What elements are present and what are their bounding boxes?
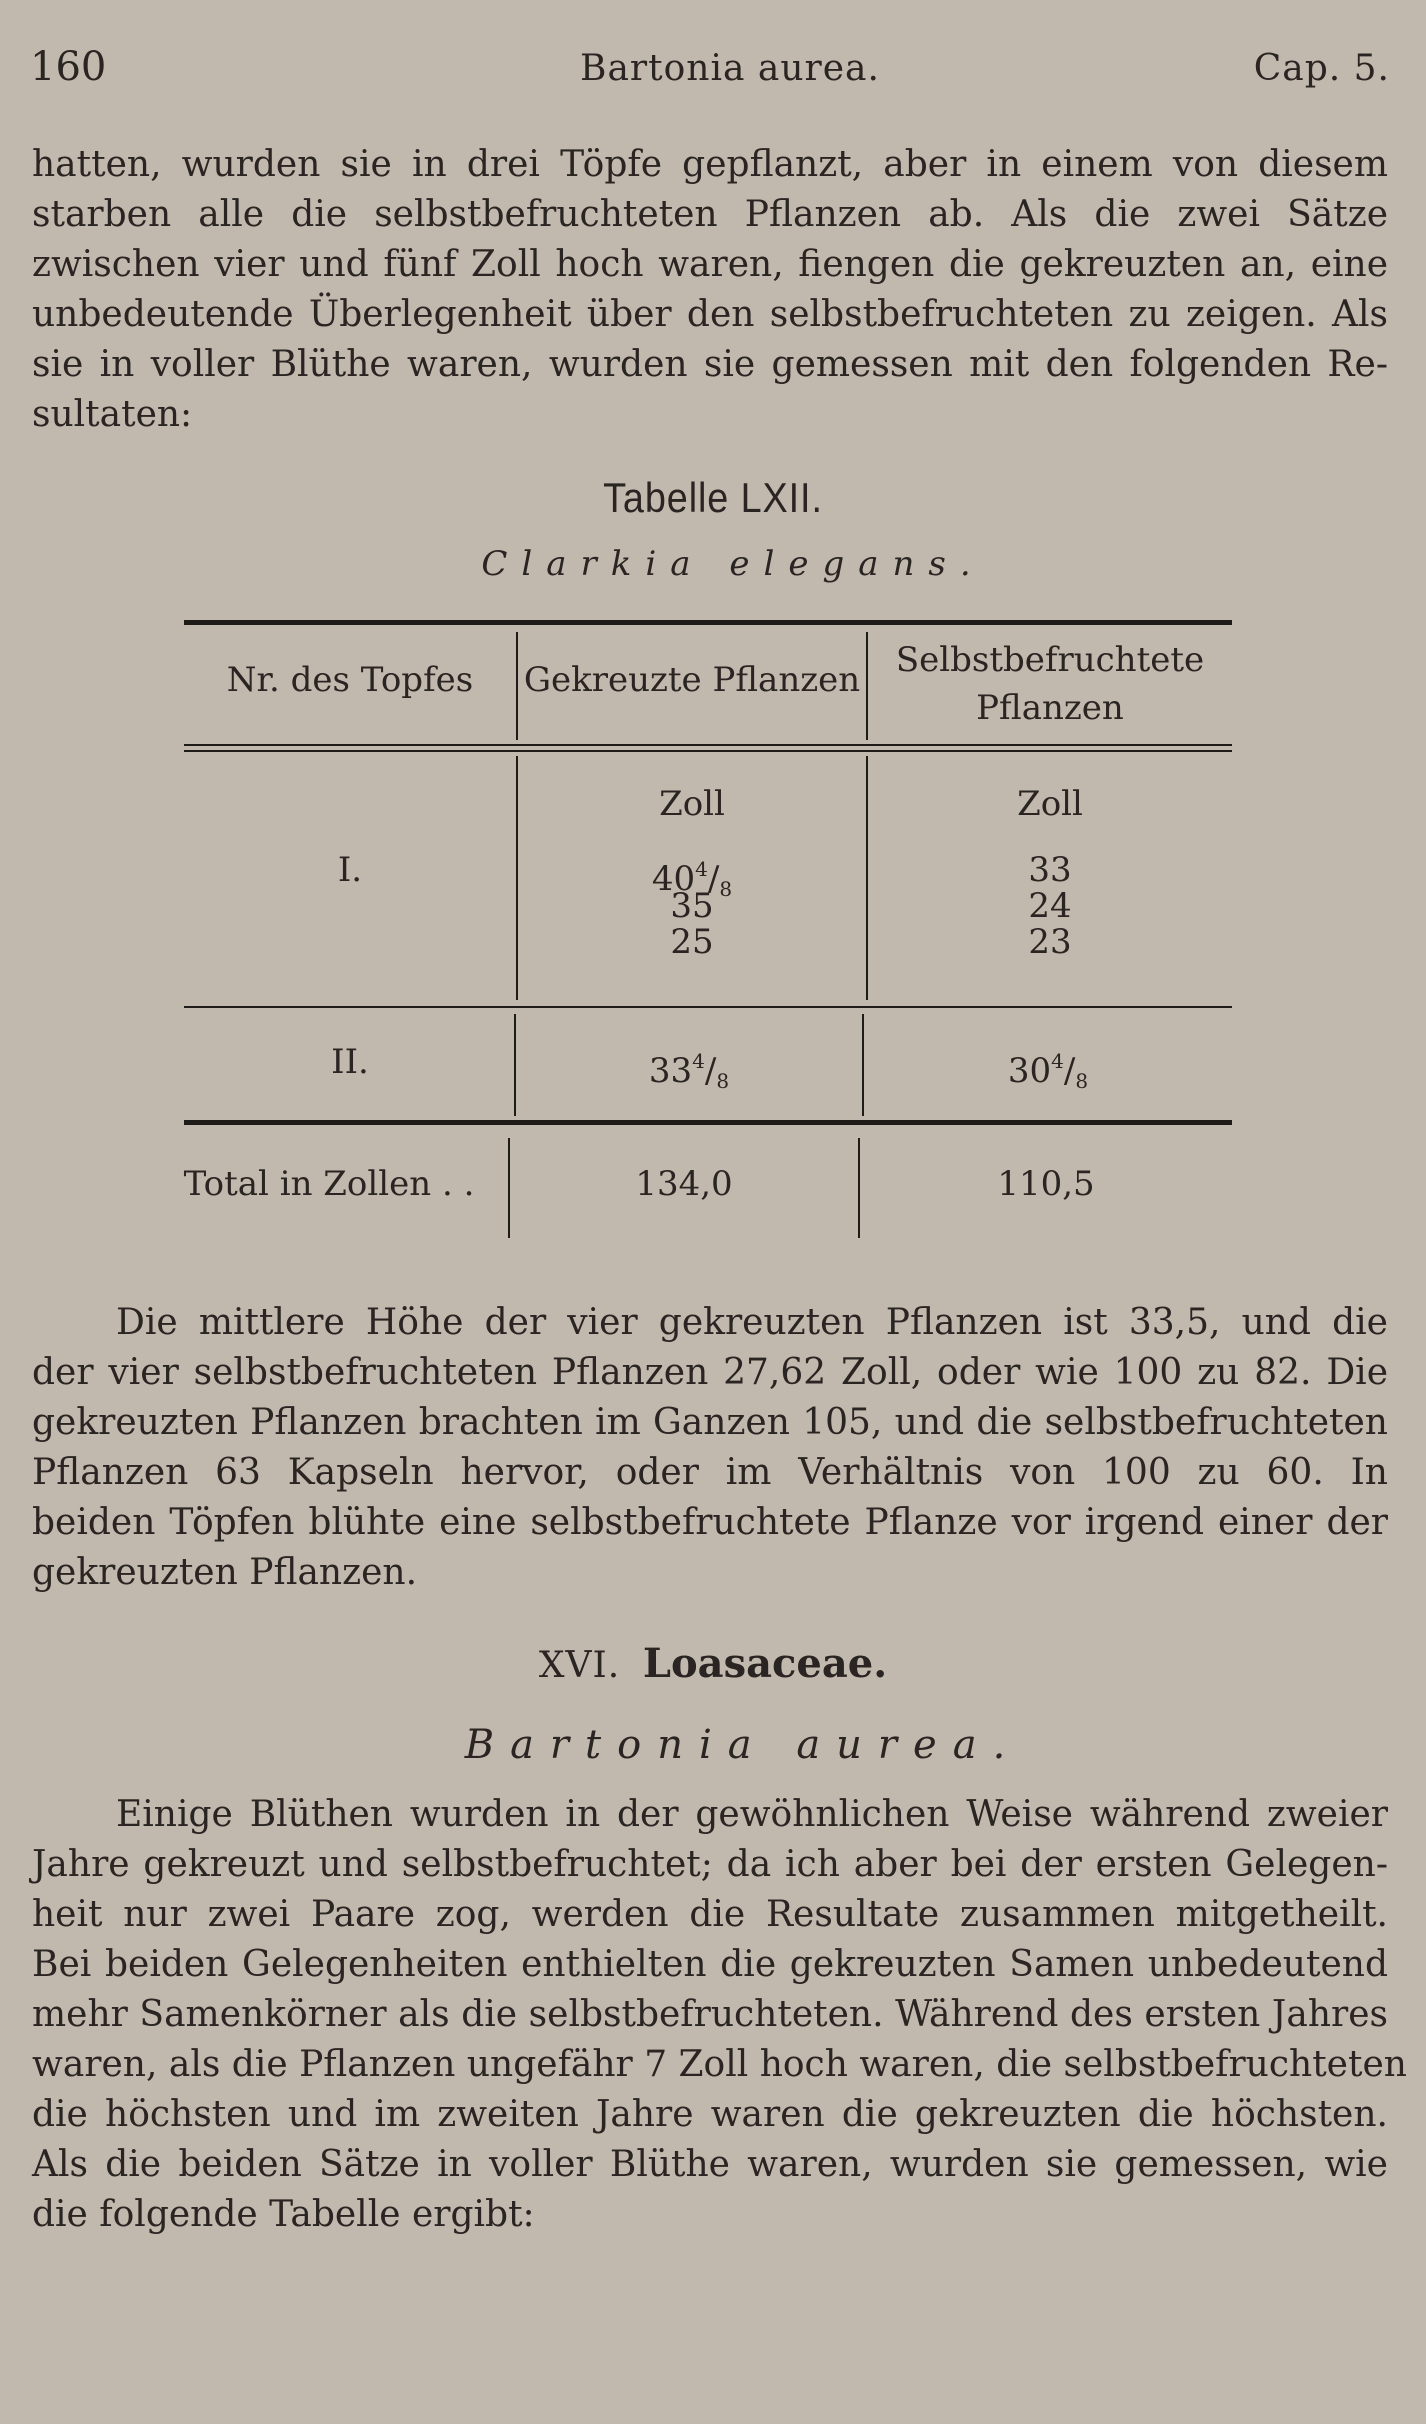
self-value: 23 — [1028, 922, 1072, 962]
value-whole: 33 — [648, 1051, 693, 1091]
crossed-value: $40^4/_8$ — [651, 857, 733, 901]
text-line: unbedeutende Überlegenheit über den selbstbefruchteten zu zeigen. Als — [32, 294, 1388, 335]
section-family: Loasaceae. — [642, 1640, 888, 1687]
total-rule — [184, 1120, 1232, 1125]
text-line: Pflanzen 63 Kapseln hervor, oder im Verhältnis von 100 zu 60. In — [32, 1452, 1388, 1493]
text-line: gekreuzten Pflanzen brachten im Ganzen 105, und die selbstbefruchteten — [32, 1402, 1388, 1443]
final-paragraph — [32, 1790, 1407, 2240]
running-title: Bartonia aurea. — [580, 48, 880, 89]
total-label: Total in Zollen . . — [183, 1164, 475, 1204]
running-head — [30, 44, 1390, 104]
table-species: Clarkia elegans. — [481, 544, 985, 584]
column-header-pot: Nr. des Topfes — [226, 660, 474, 700]
crossed-value: $33^4/_8$ — [648, 1049, 730, 1093]
crossed-value: 25 — [670, 922, 714, 962]
value-denominator: 8 — [719, 877, 733, 901]
text-line: heit nur zwei Paare zog, werden die Resultate zusammen mitgetheilt. — [32, 1894, 1388, 1935]
section-number: XVI. — [538, 1645, 621, 1686]
text-line: der vier selbstbefruchteten Pflanzen 27,62 Zoll, oder wie 100 zu 82. Die — [32, 1352, 1388, 1393]
crossed-value: 35 — [670, 886, 714, 926]
summary-paragraph — [32, 1298, 1388, 1598]
value-whole: 40 — [651, 859, 696, 899]
text-line: Einige Blüthen wurden in der gewöhnlichen Weise während zweier — [116, 1794, 1388, 1835]
table-title: Tabelle LXII. — [603, 474, 823, 521]
text-line: sultaten: — [32, 394, 193, 435]
section-heading — [0, 1640, 1426, 1687]
value-denominator: 8 — [716, 1069, 730, 1093]
text-line: hatten, wurden sie in drei Töpfe gepflanzt, aber in einem von diesem — [32, 144, 1388, 185]
self-value: $30^4/_8$ — [1007, 1049, 1089, 1093]
header-rule — [184, 750, 1232, 752]
self-value: 24 — [1028, 886, 1072, 926]
total-self: 110,5 — [997, 1164, 1095, 1204]
pot-number: II. — [331, 1042, 369, 1082]
unit-label: Zoll — [659, 784, 725, 824]
pot-number: I. — [337, 850, 363, 890]
header-rule — [184, 744, 1232, 746]
value-numerator: 4 — [695, 857, 708, 881]
text-line: Die mittlere Höhe der vier gekreuzten Pflanzen ist 33,5, und die — [116, 1302, 1388, 1343]
text-line: die folgende Tabelle ergibt: — [32, 2194, 535, 2235]
intro-paragraph — [32, 140, 1388, 440]
column-header-self-line: Pflanzen — [976, 688, 1124, 728]
table-top-rule — [184, 620, 1232, 625]
text-line: beiden Töpfen blühte eine selbstbefruchtete Pflanze vor irgend einer der — [32, 1502, 1388, 1543]
column-header-self — [868, 636, 1232, 732]
text-line: mehr Samenkörner als die selbstbefruchteten. Während des ersten Jahres — [32, 1994, 1388, 2035]
value-numerator: 4 — [1051, 1049, 1064, 1073]
unit-label: Zoll — [1017, 784, 1083, 824]
text-line: Als die beiden Sätze in voller Blüthe waren, wurden sie gemessen, wie — [32, 2144, 1388, 2185]
value-whole: 30 — [1007, 1051, 1052, 1091]
value-numerator: 4 — [692, 1049, 705, 1073]
text-line: starben alle die selbstbefruchteten Pflanzen ab. Als die zwei Sätze — [32, 194, 1388, 235]
self-value: 33 — [1028, 850, 1072, 890]
column-header-crossed: Gekreuzte Pflanzen — [523, 660, 861, 700]
text-line: Bei beiden Gelegenheiten enthielten die gekreuzten Samen unbedeutend — [32, 1944, 1388, 1985]
text-line: waren, als die Pflanzen ungefähr 7 Zoll hoch waren, die selbstbefruchteten — [32, 2044, 1407, 2085]
row-rule — [184, 1006, 1232, 1008]
text-line: zwischen vier und fünf Zoll hoch waren, fiengen die gekreuzten an, eine — [32, 244, 1388, 285]
chapter-label: Cap. 5. — [1253, 48, 1390, 89]
text-line: sie in voller Blüthe waren, wurden sie gemessen mit den folgenden Re- — [32, 344, 1388, 385]
page-number: 160 — [30, 44, 107, 90]
section-species: Bartonia aurea. — [464, 1722, 1022, 1768]
column-header-self-line: Selbstbefruchtete — [895, 640, 1205, 680]
value-denominator: 8 — [1075, 1069, 1089, 1093]
text-line: Jahre gekreuzt und selbstbefruchtet; da ich aber bei der ersten Gelegen- — [32, 1844, 1388, 1885]
text-line: gekreuzten Pflanzen. — [32, 1552, 418, 1593]
text-line: die höchsten und im zweiten Jahre waren die gekreuzten die höchsten. — [32, 2094, 1388, 2135]
total-crossed: 134,0 — [635, 1164, 733, 1204]
